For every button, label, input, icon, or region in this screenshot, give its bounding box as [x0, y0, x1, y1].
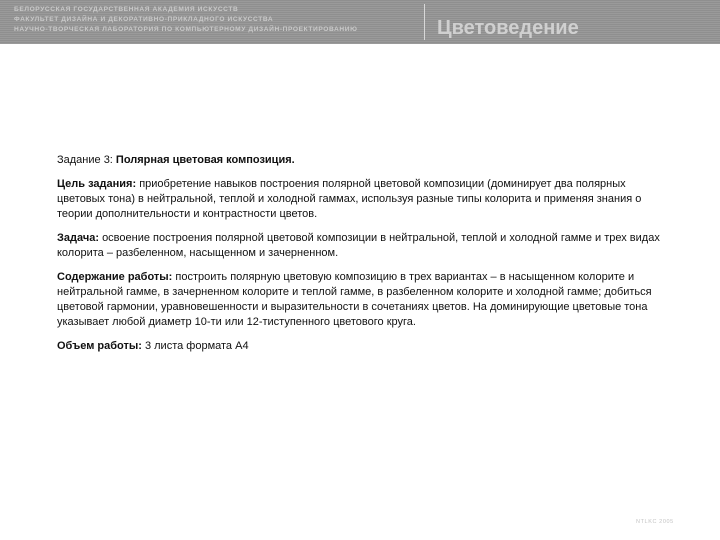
objective-paragraph	[57, 231, 669, 261]
footer-watermark: NTLKC 2005	[636, 519, 674, 525]
task-text: Полярная цветовая композиция.	[115, 154, 295, 166]
laboratory-line: НАУЧНО-ТВОРЧЕСКАЯ ЛАБОРАТОРИЯ ПО КОМПЬЮТЕРНОМУ ДИЗАЙН-ПРОЕКТИРОВАНИЮ	[14, 26, 358, 33]
header-divider	[424, 4, 425, 40]
task-paragraph	[57, 153, 669, 168]
work-content-paragraph	[57, 270, 669, 330]
institution-block	[14, 5, 414, 35]
goal-text: приобретение навыков построения полярной цветовой композиции (доминирует два полярных цветовых тона) в нейтральной, теплой и холодной гаммах, используя разные типы колорита и применяя знания о теории дополнительности и контрастности цветов.	[57, 178, 642, 220]
work-content-text: построить полярную цветовую композицию в трех вариантах – в насыщенном колорите и нейтральной гамме, в зачерненном колорите и теплой гамме, в разбеленном колорите и холодной гамме; добиться цветовой гармонии, уравновешенности и выразительности в сочетаниях цветов. На доминирующие цветовые тона указывает любой диаметр 10-ти или 12-тиступенного цветового круга.	[57, 271, 652, 328]
volume-text: 3 листа формата А4	[144, 340, 249, 352]
faculty-line: ФАКУЛЬТЕТ ДИЗАЙНА И ДЕКОРАТИВНО-ПРИКЛАДНОГО ИСКУССТВА	[14, 16, 274, 23]
institution-line: БЕЛОРУССКАЯ ГОСУДАРСТВЕННАЯ АКАДЕМИЯ ИСКУССТВ	[14, 6, 239, 13]
volume-paragraph	[57, 339, 669, 354]
header-banner	[0, 0, 720, 44]
objective-text: освоение построения полярной цветовой композиции в нейтральной, теплой и холодной гамме и трех видах колорита – разбеленном, насыщенном и зачерненном.	[57, 232, 660, 259]
volume-label: Объем работы:	[57, 340, 145, 352]
goal-paragraph	[57, 177, 669, 222]
task-label: Задание 3:	[57, 154, 116, 166]
slide-title: Цветоведение	[437, 17, 579, 39]
objective-label: Задача:	[57, 232, 103, 244]
goal-label: Цель задания:	[57, 178, 140, 190]
work-content-label: Содержание работы:	[57, 271, 176, 283]
assignment-content	[57, 153, 669, 363]
